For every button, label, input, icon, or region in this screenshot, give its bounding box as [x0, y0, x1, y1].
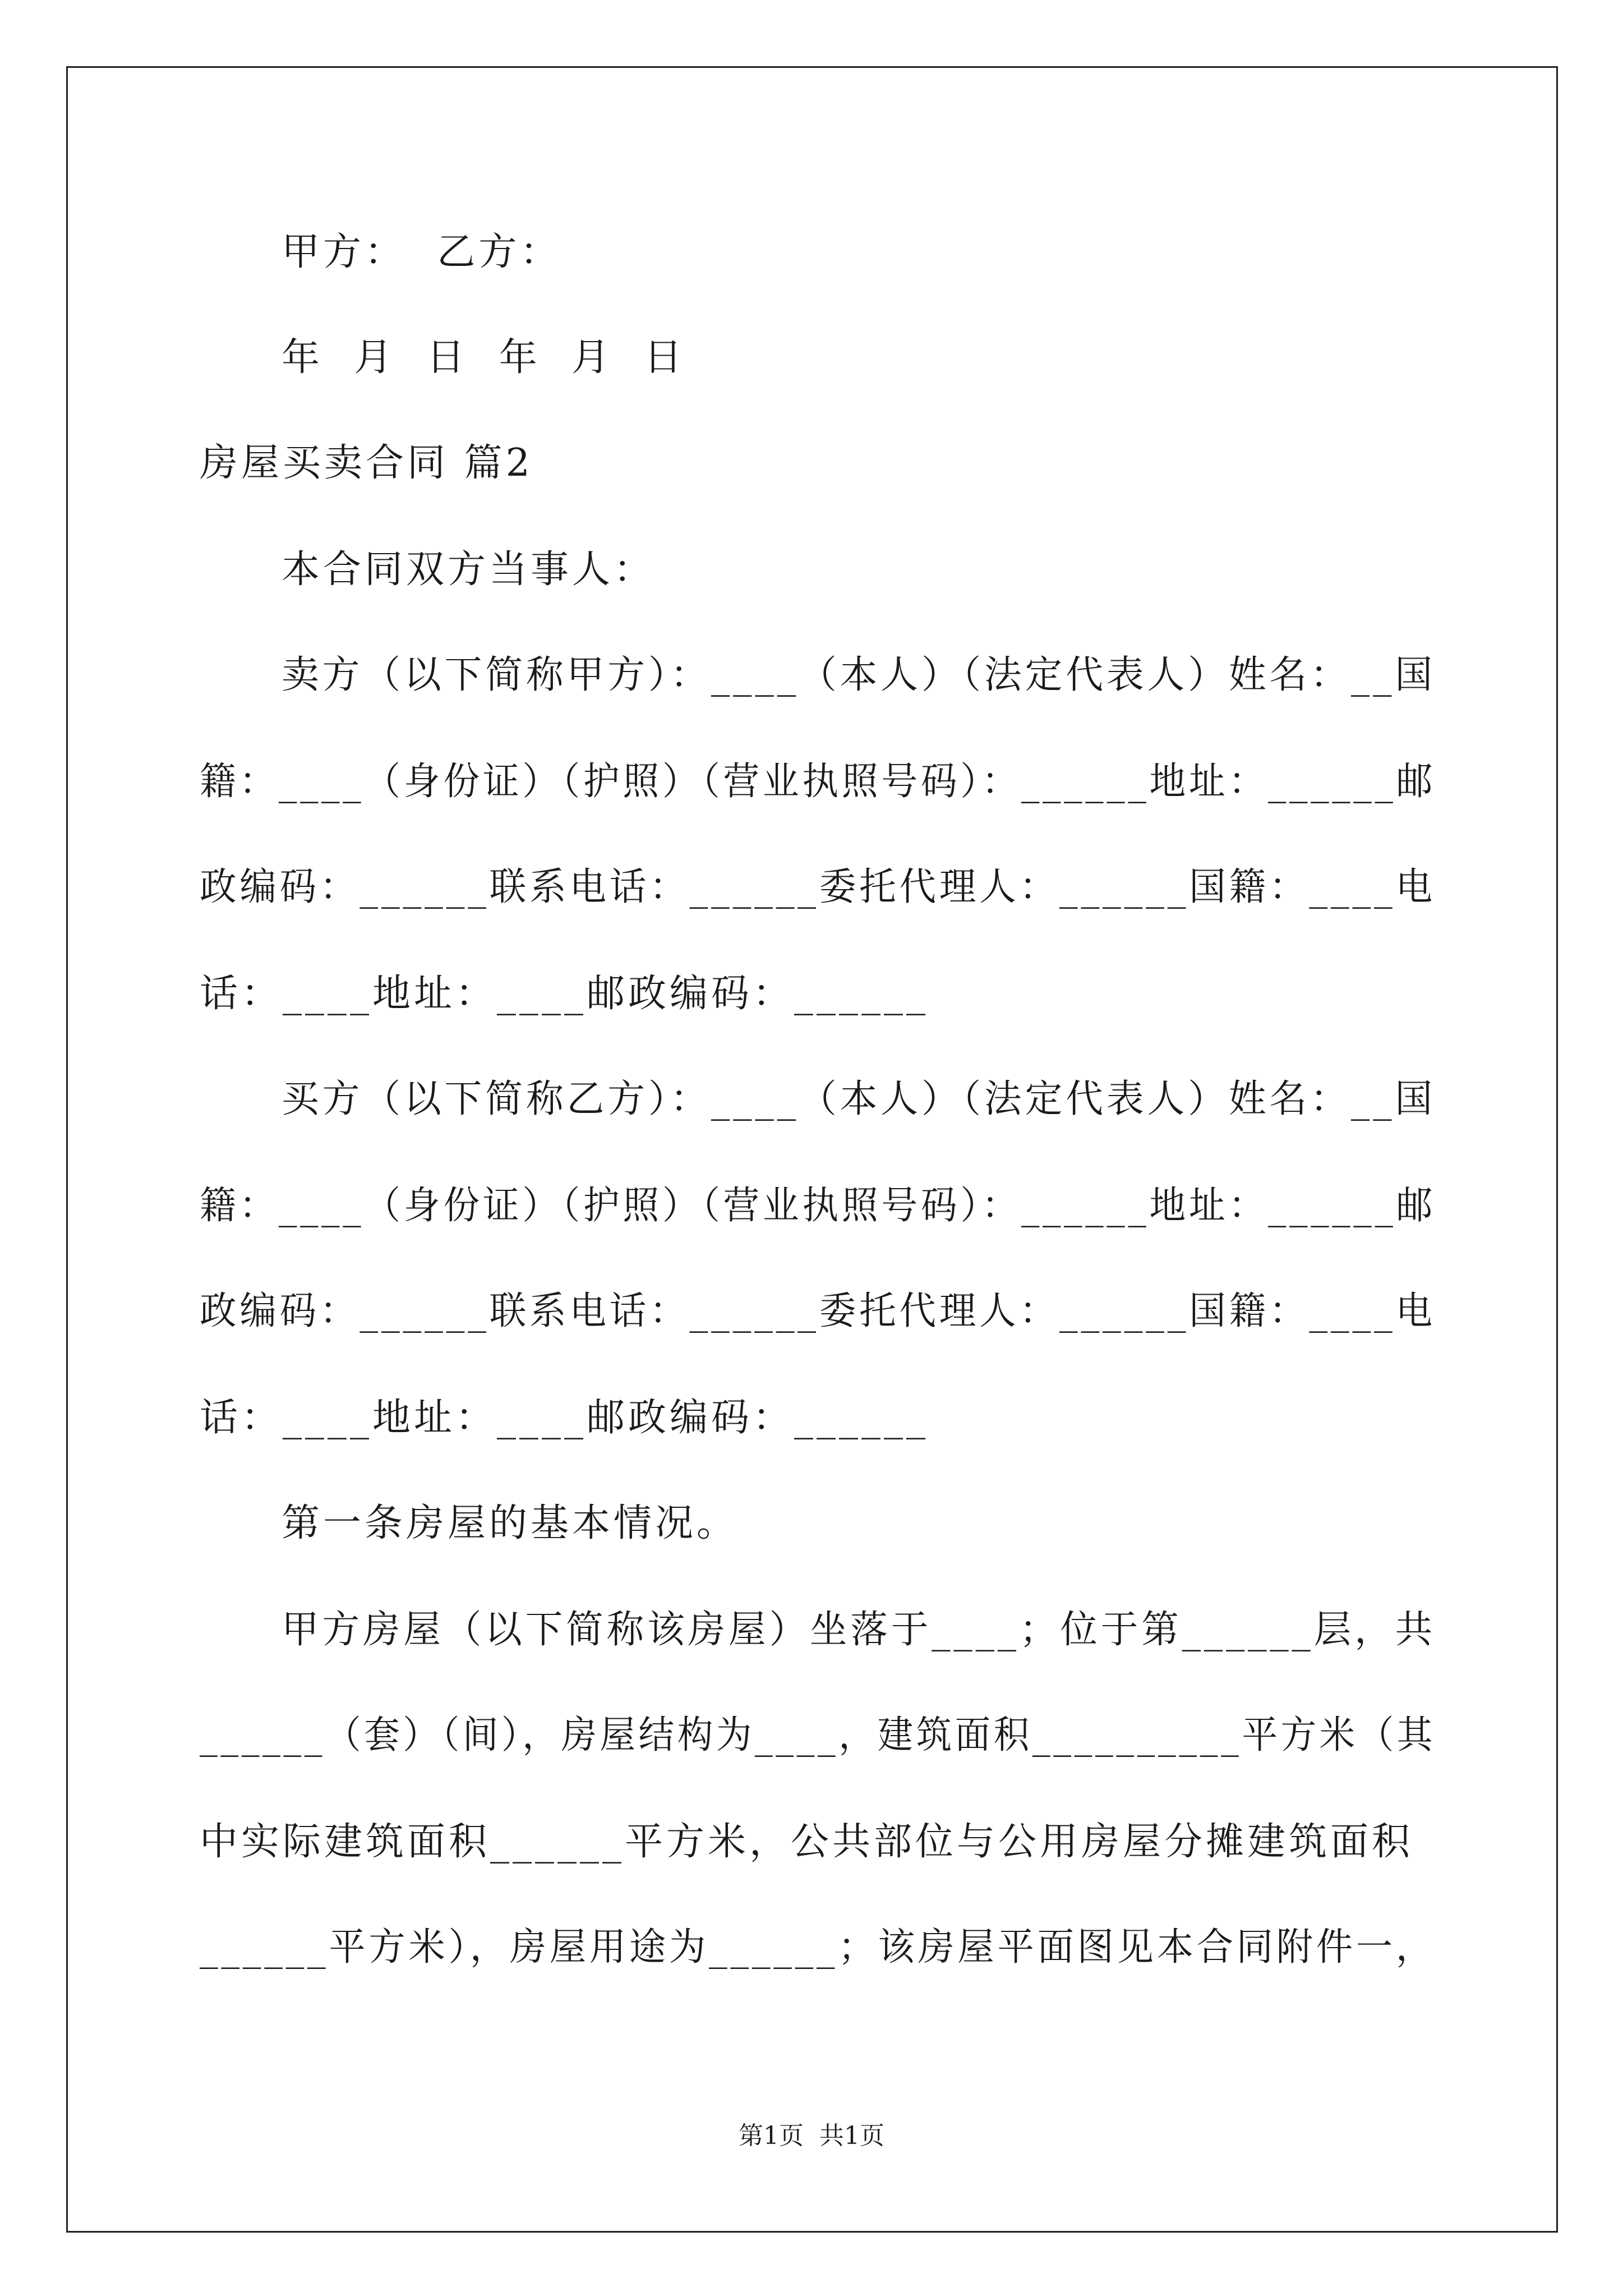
seller-line-2: 籍：____（身份证）（护照）（营业执照号码）：______地址：______邮: [200, 760, 1436, 804]
seller-line-1: 卖方（以下简称甲方）：____（本人）（法定代表人）姓名：__国: [282, 653, 1436, 697]
buyer-line-4: 话：____地址：____邮政编码：______: [200, 1396, 929, 1440]
page-border: [66, 66, 1558, 2233]
article-1-line-3: 中实际建筑面积______平方米，公共部位与公用房屋分摊建筑面积: [200, 1820, 1414, 1864]
article-1-line-2: ______（套）（间），房屋结构为____，建筑面积__________平方米（其: [200, 1713, 1436, 1757]
article-1-heading: 第一条房屋的基本情况。: [282, 1501, 739, 1545]
article-1-line-1: 甲方房屋（以下简称该房屋）坐落于____；位于第______层，共: [282, 1608, 1436, 1652]
buyer-line-3: 政编码：______联系电话：______委托代理人：______国籍：____电: [200, 1289, 1436, 1333]
article-1-line-4: ______平方米），房屋用途为______；该房屋平面图见本合同附件一，: [200, 1925, 1436, 1970]
page-footer: 第1页 共1页: [739, 2122, 884, 2150]
seller-line-3: 政编码：______联系电话：______委托代理人：______国籍：____电: [200, 865, 1436, 909]
signature-parties-line: 甲方： 乙方：: [282, 230, 562, 274]
signature-dates-line: 年 月 日 年 月 日: [282, 335, 686, 380]
parties-intro: 本合同双方当事人：: [282, 547, 656, 592]
seller-line-4: 话：____地址：____邮政编码：______: [200, 972, 929, 1016]
buyer-line-2: 籍：____（身份证）（护照）（营业执照号码）：______地址：______邮: [200, 1184, 1436, 1228]
section-heading: 房屋买卖合同 篇2: [200, 441, 533, 485]
buyer-line-1: 买方（以下简称乙方）：____（本人）（法定代表人）姓名：__国: [282, 1077, 1436, 1121]
